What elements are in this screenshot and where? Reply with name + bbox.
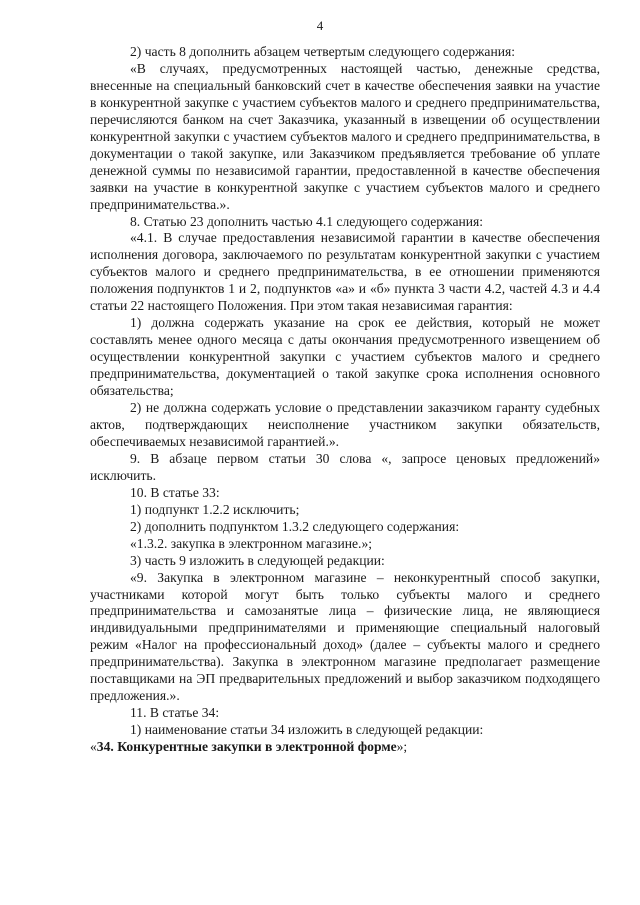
- paragraph-item10-2: 2) дополнить подпунктом 1.3.2 следующего содержания:: [130, 518, 460, 534]
- paragraph-item8: 8. Статью 23 дополнить частью 4.1 следующего содержания:: [130, 213, 484, 229]
- paragraph-item11: 11. В статье 34:: [130, 705, 220, 721]
- paragraph-item10-3: 3) часть 9 изложить в следующей редакции:: [130, 552, 385, 568]
- paragraph-part8-intro: 2) часть 8 дополнить абзацем четвертым следующего содержания:: [130, 44, 516, 59]
- paragraph-item11-1: 1) наименование статьи 34 изложить в следующей редакции:: [130, 722, 484, 738]
- paragraph-item9: 9. В абзаце первом статьи 30 слова «, запросе ценовых предложений» исключить.: [90, 450, 600, 483]
- quote-open: «: [90, 739, 97, 755]
- paragraph-part9-quote: «9. Закупка в электронном магазине – неконкурентный способ закупки, участниками которой могут быть только субъекты малого и среднего предпринимательства и самозанятые лица – физические лица, не являющиеся индивидуальными предпринимателями и применяющие специальный налоговый режим «Налог на профессиональный доход» (далее – субъекты малого и среднего предпринимательства). Закупка в электронном магазине предполагает размещение поставщиками на ЭП предварительных предложений и выбор заказчиком подходящего предложения.».: [90, 569, 600, 704]
- article-34-new-title: [90, 739, 600, 756]
- quote-close: »;: [396, 739, 408, 755]
- paragraph-item10-1: 1) подпункт 1.2.2 исключить;: [130, 501, 300, 517]
- paragraph-part8-quote: «В случаях, предусмотренных настоящей частью, денежные средства, внесенные на специальный банковский счет в качестве обеспечения заявки на участие в конкурентной закупке с участием субъектов малого и среднего предпринимательства, перечисляются банком на счет Заказчика, указанный в извещении об осуществлении конкурентной закупки с участием субъектов малого и среднего предпринимательства, в документации о такой закупке, или Заказчиком предъявляется требование об уплате денежной суммы по независимой гарантии, предоставленной в качестве обеспечения заявки на участие в конкурентной закупке с участием субъектов малого и среднего предпринимательства.».: [90, 60, 600, 212]
- page-number: 4: [316, 18, 324, 33]
- paragraph-item10-2-quote: «1.3.2. закупка в электронном магазине.»;: [130, 535, 373, 551]
- paragraph-part4-1: «4.1. В случае предоставления независимой гарантии в качестве обеспечения исполнения договора, заключаемого по результатам конкурентной закупки с участием субъектов малого и среднего предпринимательства, в ее отношении применяются положения подпунктов 1 и 2, подпунктов «а» и «б» пункта 3 части 4.2, частей 4.3 и 4.4 статьи 22 настоящего Положения. При этом такая независимая гарантия:: [90, 230, 600, 314]
- article-34-title-text: 34. Конкурентные закупки в электронной форме: [96, 739, 397, 755]
- paragraph-item10: 10. В статье 33:: [130, 484, 220, 500]
- paragraph-guarantee-1: 1) должна содержать указание на срок ее действия, который не может составлять менее одного месяца с даты окончания предусмотренного извещением об осуществлении конкурентной закупки с участием субъектов малого и среднего предпринимательства, документацией о такой закупке срока исполнения основного обязательства;: [90, 315, 600, 399]
- paragraph-guarantee-2: 2) не должна содержать условие о представлении заказчиком гаранту судебных актов, подтверждающих неисполнение участником закупки обязательств, обеспечиваемых независимой гарантией.».: [90, 400, 600, 449]
